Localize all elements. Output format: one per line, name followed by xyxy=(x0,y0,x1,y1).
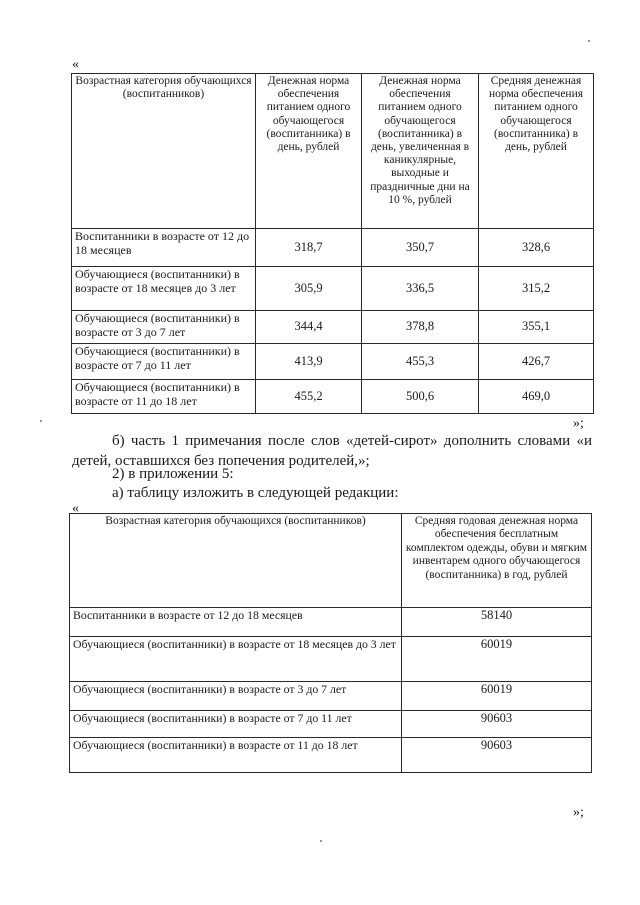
nutrition-norms-table xyxy=(71,73,594,414)
clothing-norms-table xyxy=(69,513,592,773)
row-norm: 413,9 xyxy=(256,344,362,380)
row-average: 426,7 xyxy=(479,344,594,380)
row-norm: 455,2 xyxy=(256,380,362,414)
row-value: 90603 xyxy=(402,711,592,738)
header-holiday-norm: Денежная норма обеспечения питанием одного обучающегося (воспитанника) в день, увеличенная в каникулярные, выходные и праздничные дни на 10 %, рублей xyxy=(362,74,479,229)
row-category: Обучающиеся (воспитанники) в возрасте от 18 месяцев до 3 лет xyxy=(70,637,402,682)
row-average: 469,0 xyxy=(479,380,594,414)
scan-speck xyxy=(588,40,590,42)
row-category: Обучающиеся (воспитанники) в возрасте от 3 до 7 лет xyxy=(70,682,402,711)
table-row xyxy=(70,711,592,738)
row-holiday: 336,5 xyxy=(362,267,479,311)
row-value: 90603 xyxy=(402,738,592,773)
row-holiday: 350,7 xyxy=(362,229,479,267)
header-age-category: Возрастная категория обучающихся (воспитанников) xyxy=(72,74,256,229)
table-row xyxy=(72,380,594,414)
row-average: 355,1 xyxy=(479,311,594,344)
row-value: 60019 xyxy=(402,682,592,711)
row-value: 60019 xyxy=(402,637,592,682)
table2-open-quote: « xyxy=(72,501,79,516)
header-age-category: Возрастная категория обучающихся (воспитанников) xyxy=(70,514,402,608)
row-norm: 344,4 xyxy=(256,311,362,344)
table-row xyxy=(70,682,592,711)
row-holiday: 455,3 xyxy=(362,344,479,380)
row-category: Обучающиеся (воспитанники) в возрасте от 11 до 18 лет xyxy=(72,380,256,414)
row-norm: 318,7 xyxy=(256,229,362,267)
table-row xyxy=(72,229,594,267)
scan-speck xyxy=(320,840,322,842)
paragraph-b: б) часть 1 примечания после слов «детей-сирот» дополнить словами «и детей, оставшихся без попечения родителей,»; xyxy=(72,433,592,469)
row-average: 315,2 xyxy=(479,267,594,311)
header-average-norm: Средняя денежная норма обеспечения питанием одного обучающегося (воспитанника) в день, рублей xyxy=(479,74,594,229)
row-average: 328,6 xyxy=(479,229,594,267)
table-row xyxy=(72,267,594,311)
table-row xyxy=(72,344,594,380)
table-header-row xyxy=(70,514,592,608)
scan-speck xyxy=(40,420,42,422)
row-category: Обучающиеся (воспитанники) в возрасте от 18 месяцев до 3 лет xyxy=(72,267,256,311)
table-row xyxy=(70,637,592,682)
row-category: Воспитанники в возрасте от 12 до 18 месяцев xyxy=(72,229,256,267)
row-category: Обучающиеся (воспитанники) в возрасте от 3 до 7 лет xyxy=(72,311,256,344)
row-category: Обучающиеся (воспитанники) в возрасте от 11 до 18 лет xyxy=(70,738,402,773)
header-daily-norm: Денежная норма обеспечения питанием одного обучающегося (воспитанника) в день, рублей xyxy=(256,74,362,229)
row-category: Обучающиеся (воспитанники) в возрасте от 7 до 11 лет xyxy=(70,711,402,738)
table2-close-quote: »; xyxy=(573,805,584,820)
paragraph-item-a: а) таблицу изложить в следующей редакции: xyxy=(112,485,399,501)
row-value: 58140 xyxy=(402,608,592,637)
row-category: Обучающиеся (воспитанники) в возрасте от 7 до 11 лет xyxy=(72,344,256,380)
row-holiday: 500,6 xyxy=(362,380,479,414)
row-norm: 305,9 xyxy=(256,267,362,311)
table-row xyxy=(70,738,592,773)
row-holiday: 378,8 xyxy=(362,311,479,344)
paragraph-item-2: 2) в приложении 5: xyxy=(112,466,234,482)
row-category: Воспитанники в возрасте от 12 до 18 месяцев xyxy=(70,608,402,637)
table-row xyxy=(72,311,594,344)
table1-close-quote: »; xyxy=(573,416,584,431)
table1-open-quote: « xyxy=(72,57,79,72)
table-row xyxy=(70,608,592,637)
table-header-row xyxy=(72,74,594,229)
header-annual-norm: Средняя годовая денежная норма обеспечения бесплатным комплектом одежды, обуви и мягким инвентарем одного обучающегося (воспитанника) в год, рублей xyxy=(402,514,592,608)
